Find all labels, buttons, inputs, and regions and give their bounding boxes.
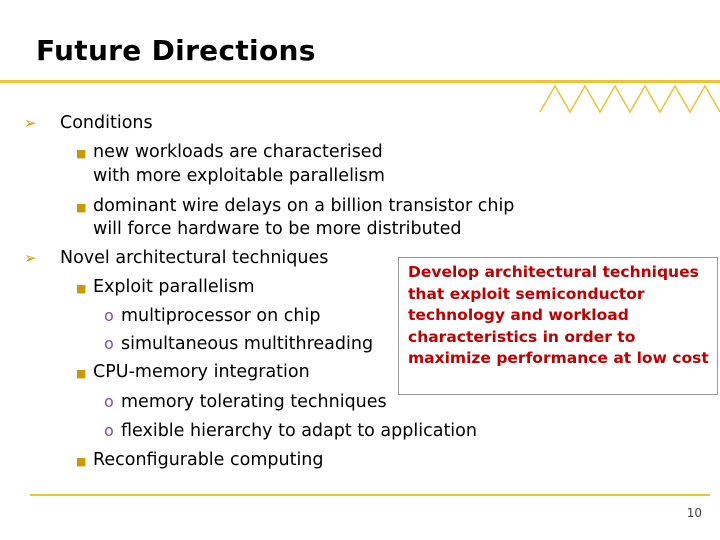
bullet-text: Novel architectural techniques [60, 248, 329, 268]
bullet-wire-delays [76, 196, 514, 216]
bullet-cpu-memory [76, 362, 310, 382]
bullet-workloads [76, 142, 383, 162]
bullet-text: Conditions [60, 113, 153, 133]
bullet-smt [104, 334, 373, 354]
bullet-text: dominant wire delays on a billion transistor chip [93, 196, 515, 216]
title-underline [0, 80, 720, 83]
square-bullet-icon: ■ [76, 455, 87, 468]
footer-rule [30, 494, 710, 496]
bullet-wire-delays-continued [93, 219, 461, 239]
bullet-text: with more exploitable parallelism [93, 166, 385, 186]
page-number: 10 [686, 506, 702, 520]
bullet-text: simultaneous multithreading [121, 334, 374, 354]
slide-title: Future Directions [36, 34, 316, 67]
circle-bullet-icon: o [104, 421, 114, 440]
bullet-multiprocessor [104, 306, 320, 326]
square-bullet-icon: ■ [76, 367, 87, 380]
arrow-bullet-icon: ➢ [24, 114, 37, 132]
circle-bullet-icon: o [104, 392, 114, 411]
bullet-text: Exploit parallelism [93, 277, 255, 297]
bullet-novel-techniques [24, 248, 328, 268]
bullet-reconfigurable [76, 450, 324, 470]
circle-bullet-icon: o [104, 334, 114, 353]
bullet-text: flexible hierarchy to adapt to application [121, 421, 477, 441]
bullet-exploit-parallelism [76, 277, 255, 297]
square-bullet-icon: ■ [76, 282, 87, 295]
bullet-text: CPU-memory integration [93, 362, 310, 382]
bullet-text: Reconfigurable computing [93, 450, 324, 470]
square-bullet-icon: ■ [76, 147, 87, 160]
bullet-text: multiprocessor on chip [121, 306, 321, 326]
bullet-flexible-hierarchy [104, 421, 477, 441]
bullet-workloads-continued [93, 166, 385, 186]
square-bullet-icon: ■ [76, 201, 87, 214]
callout-box [398, 257, 718, 395]
bullet-memory-tolerating [104, 392, 387, 412]
arrow-bullet-icon: ➢ [24, 249, 37, 267]
bullet-conditions [24, 113, 153, 133]
callout-text: Develop architectural techniques that exploit semiconductor technology and workload characteristics in order to maximize performance at low cost [408, 263, 709, 367]
circle-bullet-icon: o [104, 306, 114, 325]
bullet-text: memory tolerating techniques [121, 392, 387, 412]
bullet-text: new workloads are characterised [93, 142, 383, 162]
bullet-text: will force hardware to be more distributed [93, 219, 462, 239]
